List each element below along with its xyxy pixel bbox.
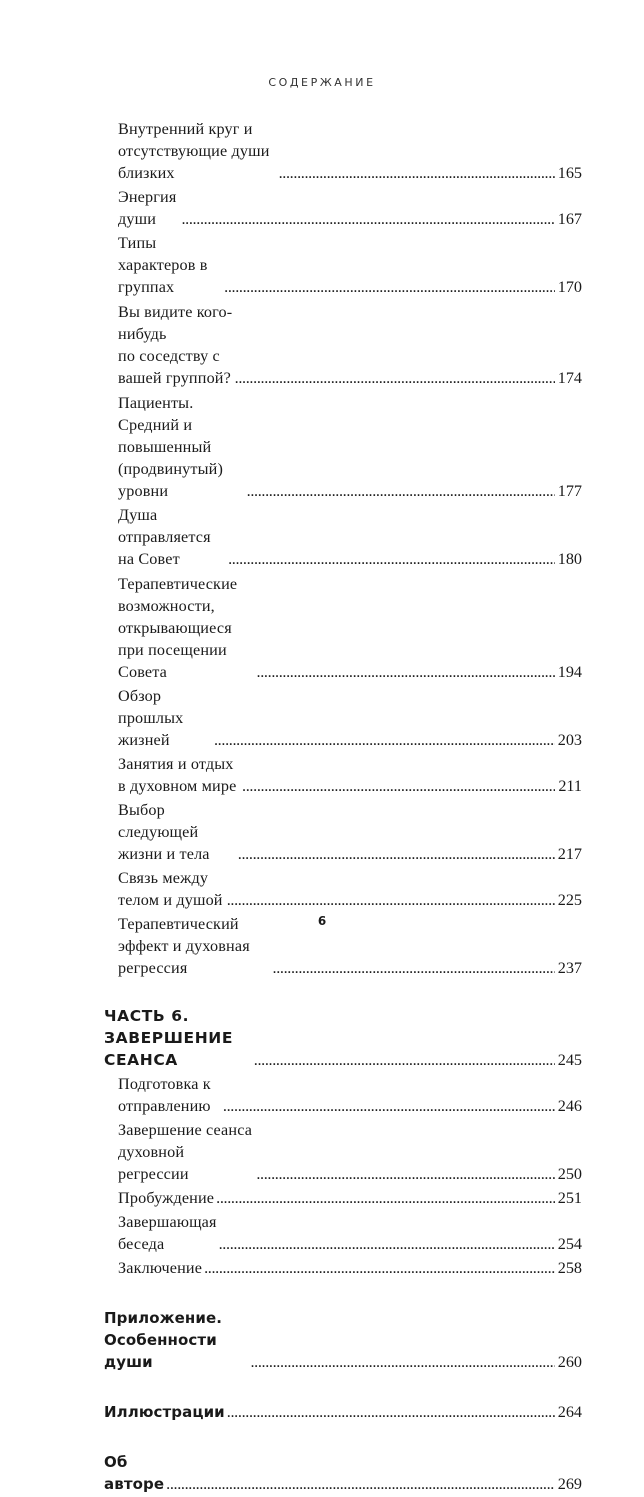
dot-leader — [228, 548, 555, 570]
toc-entry-page: 245 — [557, 1051, 582, 1069]
dot-leader — [214, 729, 555, 751]
dot-leader — [224, 276, 555, 298]
toc-entry-title: Терапевтические возможности, открывающиеся при посещении Совета — [118, 575, 238, 681]
dot-leader — [227, 1401, 555, 1423]
toc-entry-title: Завершающая беседа — [118, 1213, 217, 1253]
dot-leader — [254, 1049, 555, 1071]
toc-entry-title: Заключение — [118, 1259, 203, 1277]
toc-entry-title: Душа отправляется на Совет — [118, 506, 211, 568]
toc-entry-title: Подготовка к отправлению — [118, 1075, 211, 1115]
toc-entry-page: 165 — [557, 164, 582, 182]
dot-leader — [223, 1095, 555, 1117]
toc-entry-page: 167 — [557, 210, 582, 228]
dot-leader — [181, 208, 554, 230]
toc-entry[interactable] — [104, 685, 582, 751]
toc-entry-page: 203 — [557, 731, 582, 749]
toc-entry-page: 264 — [557, 1403, 582, 1421]
toc-entry[interactable] — [104, 573, 582, 683]
toc-entry-title: Связь между телом и душой — [118, 869, 223, 909]
running-header: СОДЕРЖАНИЕ — [268, 76, 376, 89]
toc-entry[interactable] — [104, 504, 582, 570]
toc-entry-page: 258 — [557, 1259, 582, 1277]
dot-leader — [216, 1187, 555, 1209]
toc-entry-title: Типы характеров в группах — [118, 234, 208, 296]
toc-entry-title: Внутренний круг и отсутствующие души близких — [118, 120, 270, 182]
toc-entry-page: 177 — [557, 482, 582, 500]
dot-leader — [238, 843, 555, 865]
dot-leader — [242, 775, 555, 797]
toc-entry-page: 269 — [557, 1475, 582, 1493]
toc-entry[interactable] — [104, 392, 582, 502]
toc-illustrations-heading[interactable] — [104, 1401, 582, 1423]
toc-entry-page: 250 — [557, 1165, 582, 1183]
toc-appendix-heading[interactable] — [104, 1307, 582, 1373]
toc-entry[interactable] — [104, 1257, 582, 1279]
toc-about-author-title: Об авторе — [104, 1453, 165, 1493]
toc-entry-page: 260 — [557, 1353, 582, 1371]
toc-entry[interactable] — [104, 1211, 582, 1255]
toc-appendix-title: Приложение. Особенности души — [104, 1309, 223, 1371]
toc-entry-page: 211 — [558, 777, 582, 795]
toc-entry[interactable] — [104, 232, 582, 298]
toc-entry-title: Обзор прошлых жизней — [118, 687, 184, 749]
toc-entry[interactable] — [104, 301, 582, 389]
dot-leader — [227, 889, 555, 911]
dot-leader — [273, 957, 555, 979]
toc-entry-page: 237 — [557, 959, 582, 977]
toc-entry[interactable] — [104, 753, 582, 797]
dot-leader — [257, 661, 555, 683]
toc-entry-title: Занятия и отдых в духовном мире — [118, 755, 237, 795]
toc-entry[interactable] — [104, 1187, 582, 1209]
toc-entry[interactable] — [104, 118, 582, 184]
toc-entry-title: Пробуждение — [118, 1189, 215, 1207]
toc-entry-title: Завершение сеанса духовной регрессии — [118, 1121, 253, 1183]
dot-leader — [235, 367, 555, 389]
toc-entry[interactable] — [104, 867, 582, 911]
dot-leader — [219, 1233, 555, 1255]
dot-leader — [279, 162, 555, 184]
toc-entry-title: Пациенты. Средний и повышенный (продвинутый) уровни — [118, 394, 224, 500]
toc-entry[interactable] — [104, 1073, 582, 1117]
toc-entry-title: Выбор следующей жизни и тела — [118, 801, 210, 863]
dot-leader — [204, 1257, 555, 1279]
toc-entry-page: 251 — [557, 1189, 582, 1207]
toc-entry-title: Вы видите кого-нибудь по соседству с вашей группой? — [118, 303, 233, 387]
toc-part-title: ЧАСТЬ 6. ЗАВЕРШЕНИЕ СЕАНСА — [104, 1007, 234, 1069]
toc-entry[interactable] — [104, 186, 582, 230]
toc-entry-page: 217 — [557, 845, 582, 863]
toc-illustrations-title: Иллюстрации — [104, 1403, 225, 1421]
toc-entry-page: 254 — [557, 1235, 582, 1253]
toc-entry-page: 174 — [557, 369, 582, 387]
toc-entry-title: Энергия души — [118, 188, 177, 228]
toc-entry[interactable] — [104, 799, 582, 865]
toc-entry-page: 170 — [557, 278, 582, 296]
toc-entry-title: Терапевтический эффект и духовная регрессия — [118, 915, 250, 977]
toc-entry-page: 194 — [557, 663, 582, 681]
toc-about-author-heading[interactable] — [104, 1451, 582, 1495]
toc-entry[interactable] — [104, 1119, 582, 1185]
toc-entry-page: 225 — [557, 891, 582, 909]
dot-leader — [247, 480, 555, 502]
dot-leader — [166, 1473, 555, 1495]
table-of-contents — [104, 118, 582, 1497]
toc-part-heading[interactable] — [104, 1005, 582, 1071]
toc-entry-page: 180 — [557, 550, 582, 568]
page-number: 6 — [317, 914, 327, 928]
toc-entry-page: 246 — [557, 1097, 582, 1115]
dot-leader — [250, 1351, 554, 1373]
dot-leader — [256, 1163, 554, 1185]
